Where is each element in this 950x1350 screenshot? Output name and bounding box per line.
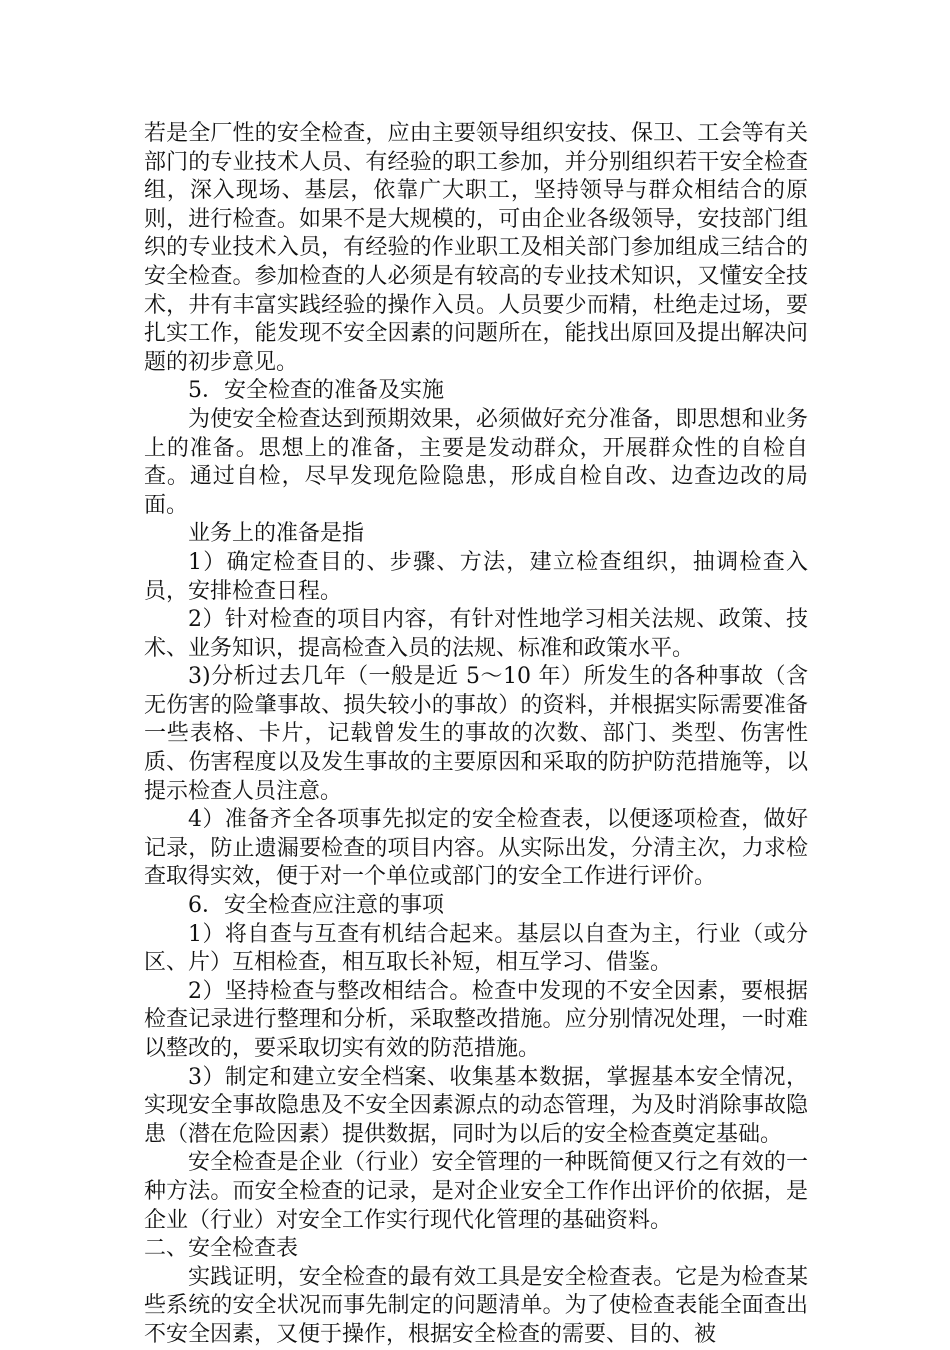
section-heading: 6．安全检查应注意的事项 [188, 893, 444, 919]
list-item: 2）针对检查的项目内容，有针对性地学习相关法规、政策、技术、业务知识，提高检查入员的法规、标准和政策水平。 [144, 607, 808, 661]
document-body [144, 120, 808, 1350]
list-item: 3)分析过去几年（一般是近 5～10 年）所发生的各种事故（含无伤害的险肇事故、损失较小的事故）的资料，并根据实际需要准备一些表格、卡片，记载曾发生的事故的次数、部门、类型、伤害性质、伤害程度以及发生事故的主要原因和采取的防护防范措施等，以提示检查人员注意。 [144, 664, 808, 804]
chapter-heading: 二、安全检查表 [144, 1236, 299, 1262]
list-item: 4）准备齐全各项事先拟定的安全检查表，以便逐项检查，做好记录，防止遗漏要检查的项目内容。从实际出发，分清主次，力求检查取得实效，便于对一个单位或部门的安全工作进行评价。 [144, 807, 808, 890]
paragraph: 若是全厂性的安全检查，应由主要领导组织安技、保卫、工会等有关部门的专业技术人员、有经验的职工参加，并分别组织若干安全检查组，深入现场、基层，依靠广大职工，坚持领导与群众相结合的原则，进行检查。如果不是大规模的，可由企业各级领导，安技部门组织的专业技术入员，有经验的作业职工及相关部门参加组成三结合的安全检查。参加检查的人必须是有较高的专业技术知识，又懂安全技术，井有丰富实践经验的操作入员。人员要少而精，杜绝走过场，要扎实工作，能发现不安全因素的问题所在，能找出原回及提出解决问题的初步意见。 [144, 121, 808, 375]
paragraph: 业务上的准备是指 [188, 521, 365, 547]
paragraph: 安全检查是企业（行业）安全管理的一种既简便又行之有效的一种方法。而安全检查的记录，是对企业安全工作作出评价的依据，是企业（行业）对安全工作实行现代化管理的基础资料。 [144, 1150, 808, 1233]
list-item: 2）坚持检查与整改相结合。检查中发现的不安全因素，要根据检查记录进行整理和分析，采取整改措施。应分别情况处理，一时难以整改的，要采取切实有效的防范措施。 [144, 978, 808, 1061]
list-item: 1）确定检查目的、步骤、方法，建立检查组织，抽调检查入员，安排检查日程。 [144, 549, 808, 604]
list-item: 1）将自查与互查有机结合起来。基层以自查为主，行业（或分区、片）互相检查，相互取长补短，相互学习、借鉴。 [144, 921, 808, 976]
section-heading: 5．安全检查的准备及实施 [188, 378, 444, 404]
paragraph: 为使安全检查达到预期效果，必须做好充分准备，即思想和业务上的准备。思想上的准备，主要是发动群众，开展群众性的自检自查。通过自检，尽早发现危险隐患，形成自检自改、边查边改的局面。 [144, 406, 808, 518]
paragraph: 实践证明，安全检查的最有效工具是安全检查表。它是为检查某些系统的安全状况而事先制定的问题清单。为了使检查表能全面查出不安全因素，又便于操作，根据安全检查的需要、目的、被 [144, 1264, 808, 1347]
list-item: 3）制定和建立安全档案、收集基本数据，掌握基本安全情况，实现安全事故隐患及不安全因素源点的动态管理，为及时消除事故隐患（潜在危险因素）提供数据，同时为以后的安全检查奠定基础。 [144, 1064, 808, 1147]
